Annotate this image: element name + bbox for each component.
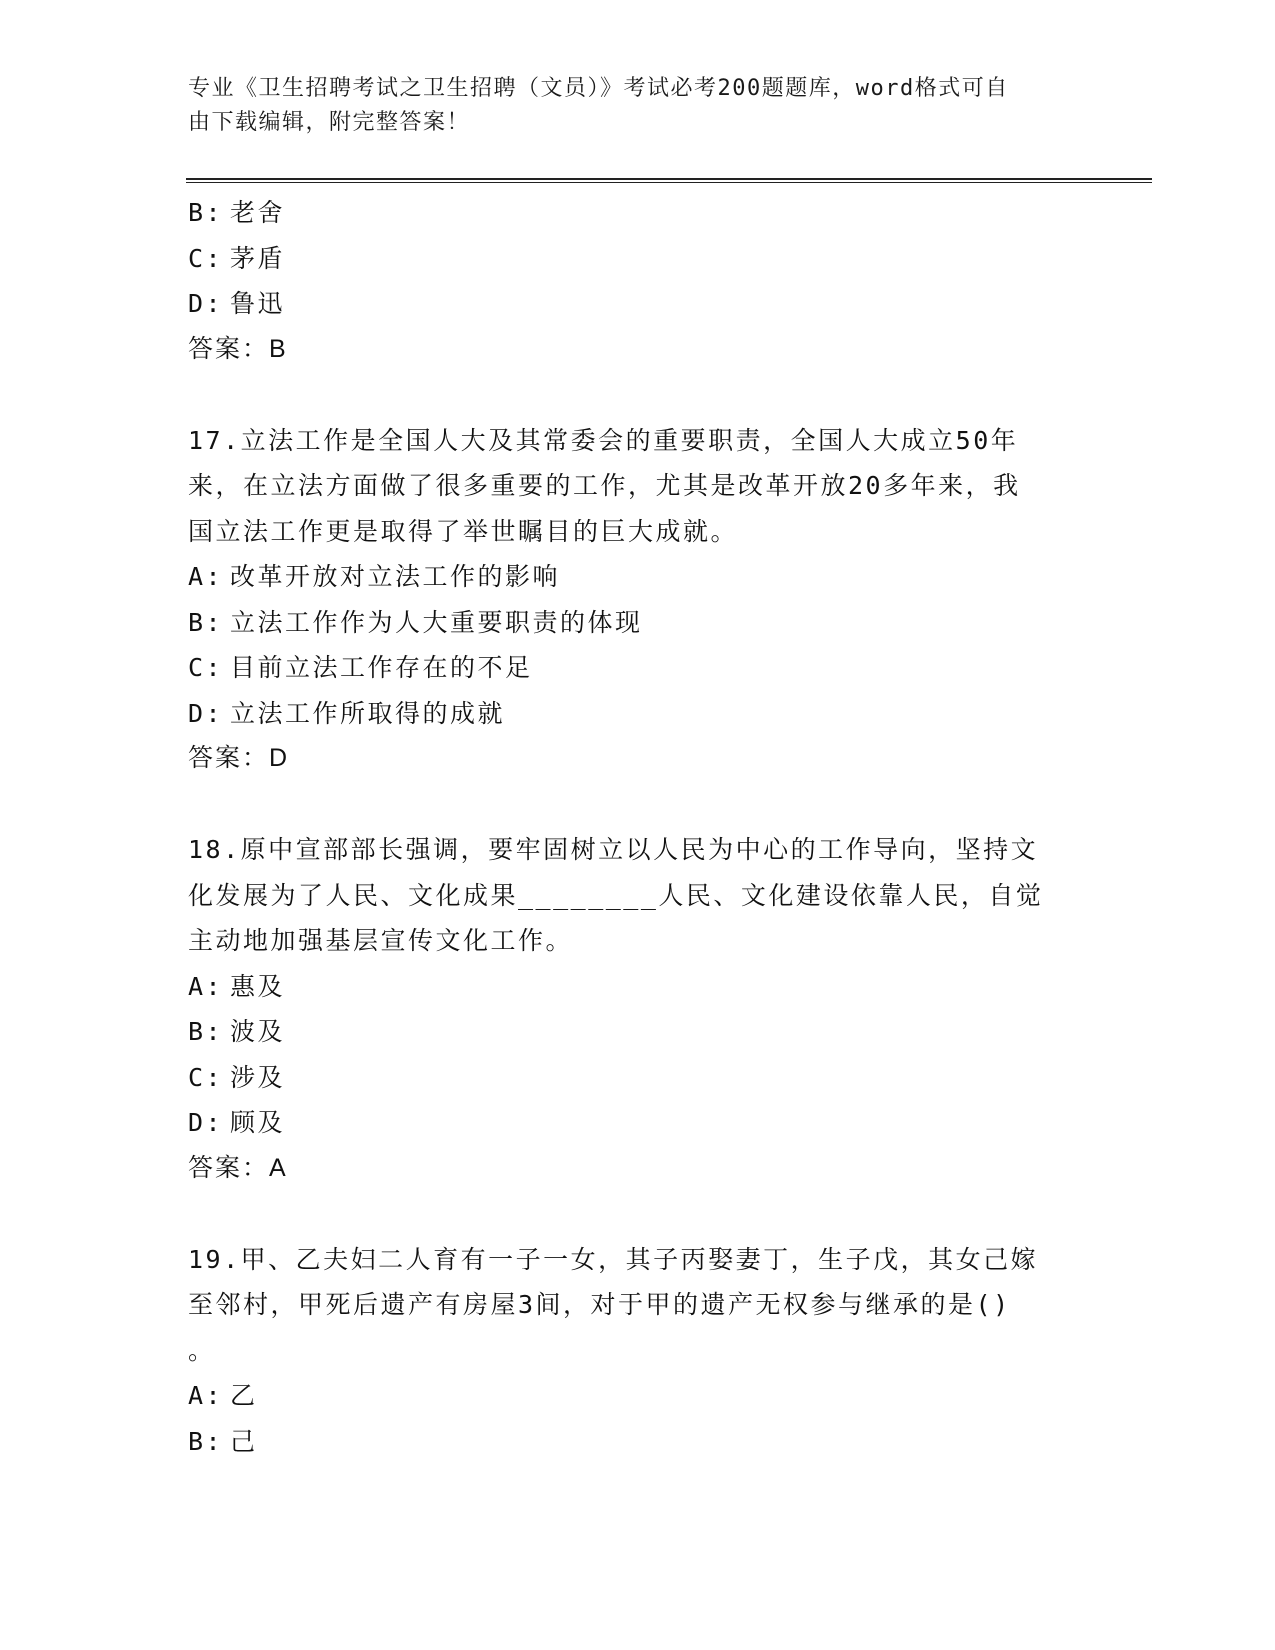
option-c	[188, 1055, 1068, 1101]
option-text: 乙	[230, 1381, 258, 1410]
option-letter: B:	[188, 198, 224, 227]
option-a	[188, 1373, 1068, 1419]
question-text-line: 19.甲、乙夫妇二人育有一子一女，其子丙娶妻丁，生子戊，其女己嫁	[188, 1244, 1039, 1274]
answer-line: 答案：B	[188, 334, 288, 363]
option-c	[188, 645, 1068, 691]
question-text-line: 国立法工作更是取得了举世瞩目的巨大成就。	[188, 516, 739, 546]
option-b	[188, 1419, 1068, 1465]
header-title-line1: 专业《卫生招聘考试之卫生招聘（文员）》考试必考200题题库，word格式可自	[188, 76, 1009, 101]
option-text: 涉及	[230, 1062, 286, 1092]
option-text: 己	[230, 1426, 258, 1456]
question-text-line: 至邻村，甲死后遗产有房屋3间，对于甲的遗产无权参与继承的是()	[188, 1290, 1011, 1319]
option-b	[188, 600, 1068, 646]
question-text-line: 17.立法工作是全国人大及其常委会的重要职责，全国人大成立50年	[188, 425, 1019, 455]
question-17	[188, 418, 1068, 782]
option-letter: C:	[188, 653, 224, 682]
option-text: 立法工作所取得的成就	[230, 698, 506, 728]
option-text: 鲁迅	[230, 289, 286, 318]
option-text: 顾及	[230, 1108, 286, 1137]
option-d	[188, 691, 1068, 737]
spacer	[188, 782, 1068, 828]
option-b	[188, 1009, 1068, 1055]
option-text: 老舍	[230, 198, 286, 227]
option-letter: A:	[188, 562, 224, 591]
option-letter: B:	[188, 607, 224, 637]
option-letter: D:	[188, 698, 224, 728]
option-text: 茅盾	[230, 243, 286, 273]
question-text-line: 。	[188, 1335, 216, 1365]
option-letter: D:	[188, 1108, 224, 1137]
header-title-line2: 由下载编辑，附完整答案！	[188, 110, 471, 135]
answer-line: 答案：A	[188, 1153, 288, 1182]
option-text: 立法工作作为人大重要职责的体现	[230, 607, 643, 637]
question-19	[188, 1237, 1068, 1465]
option-letter: B:	[188, 1426, 224, 1456]
option-text: 改革开放对立法工作的影响	[230, 562, 561, 591]
option-letter: A:	[188, 1381, 224, 1410]
option-text: 目前立法工作存在的不足	[230, 653, 533, 682]
option-letter: C:	[188, 243, 224, 273]
option-a	[188, 964, 1068, 1010]
question-text-line: 主动地加强基层宣传文化工作。	[188, 926, 574, 955]
page-header	[188, 72, 1068, 140]
option-letter: D:	[188, 289, 224, 318]
option-letter: C:	[188, 1062, 224, 1092]
option-text: 惠及	[230, 971, 286, 1001]
question-text-line: 18.原中宣部部长强调，要牢固树立以人民为中心的工作导向，坚持文	[188, 835, 1039, 864]
option-letter: A:	[188, 971, 224, 1001]
option-text: 波及	[230, 1017, 286, 1046]
answer-line: 答案：D	[188, 744, 290, 772]
option-d	[188, 281, 1068, 327]
previous-question-block	[188, 190, 1068, 372]
option-letter: B:	[188, 1017, 224, 1046]
spacer	[188, 372, 1068, 418]
question-text-line: 来，在立法方面做了很多重要的工作，尤其是改革开放20多年来，我	[188, 471, 1021, 500]
spacer	[188, 1191, 1068, 1237]
option-d	[188, 1100, 1068, 1146]
header-divider	[186, 178, 1152, 183]
option-b	[188, 190, 1068, 236]
document-body	[188, 190, 1068, 1464]
question-18	[188, 827, 1068, 1191]
question-text-line: 化发展为了人民、文化成果________人民、文化建设依靠人民，自觉	[188, 880, 1044, 910]
option-c	[188, 236, 1068, 282]
option-a	[188, 554, 1068, 600]
